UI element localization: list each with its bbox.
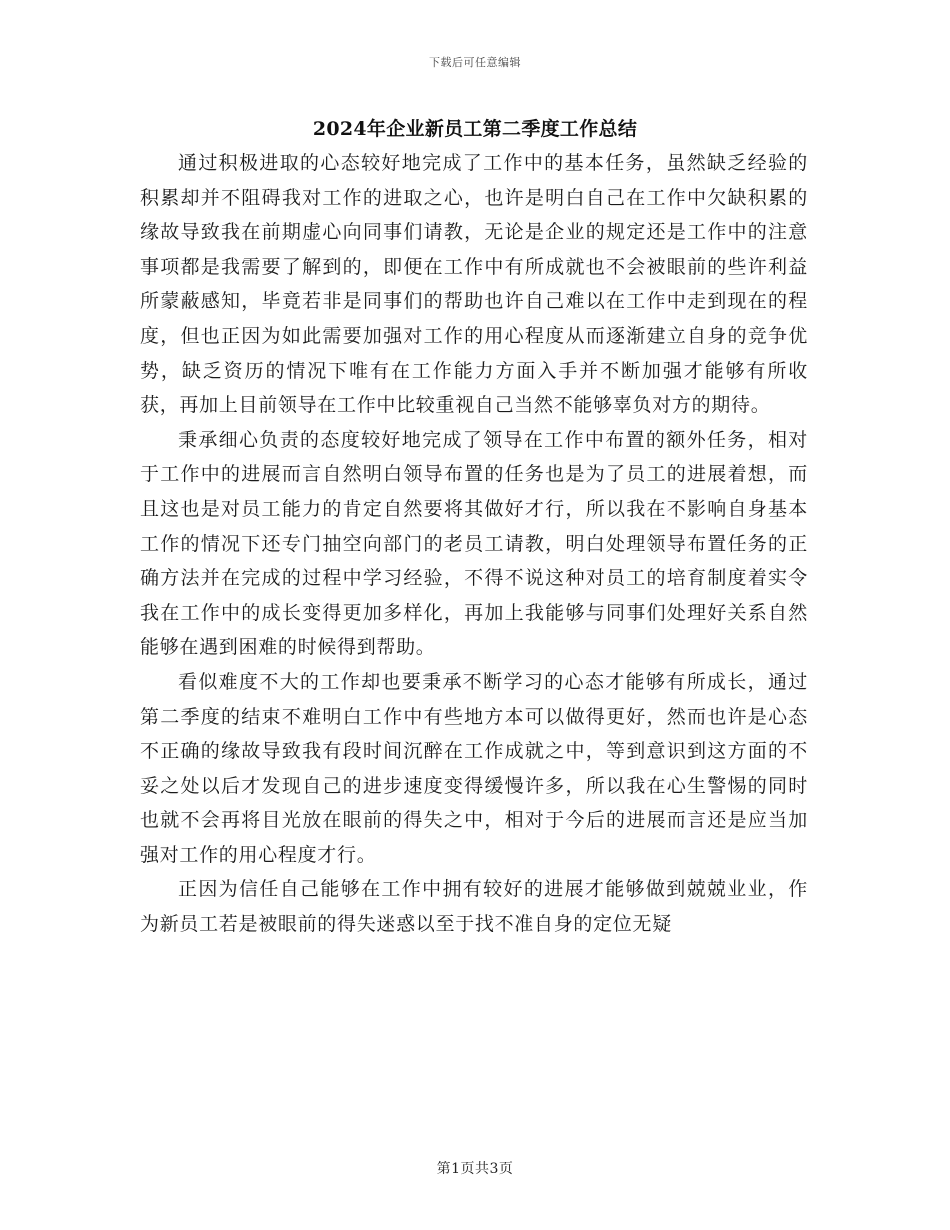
- document-title: 2024年企业新员工第二季度工作总结: [312, 118, 638, 140]
- page-number: 第1页共3页: [436, 1161, 514, 1177]
- document-body: [140, 146, 808, 942]
- paragraph-4: 正因为信任自己能够在工作中拥有较好的进展才能够做到兢兢业业，作为新员工若是被眼前的得失迷惑以至于找不准自身的定位无疑: [140, 878, 808, 936]
- page-header-note: 下载后可任意编辑: [429, 56, 521, 69]
- paragraph-3: 看似难度不大的工作却也要秉承不断学习的心态才能够有所成长，通过第二季度的结束不难明白工作中有些地方本可以做得更好，然而也许是心态不正确的缘故导致我有段时间沉醉在工作成就之中，等到意识到这方面的不妥之处以后才发现自己的进步速度变得缓慢许多，所以我在心生警惕的同时也就不会再将目光放在眼前的得失之中，相对于今后的进展而言还是应当加强对工作的用心程度才行。: [140, 670, 808, 866]
- paragraph-1: 通过积极进取的心态较好地完成了工作中的基本任务，虽然缺乏经验的积累却并不阻碍我对工作的进取之心，也许是明白自己在工作中欠缺积累的缘故导致我在前期虚心向同事们请教，无论是企业的规定还是工作中的注意事项都是我需要了解到的，即便在工作中有所成就也不会被眼前的些许利益所蒙蔽感知，毕竟若非是同事们的帮助也许自己难以在工作中走到现在的程度，但也正因为如此需要加强对工作的用心程度从而逐渐建立自身的竞争优势，缺乏资历的情况下唯有在工作能力方面入手并不断加强才能够有所收获，再加上目前领导在工作中比较重视自己当然不能够辜负对方的期待。: [140, 152, 808, 417]
- paragraph-2: 秉承细心负责的态度较好地完成了领导在工作中布置的额外任务，相对于工作中的进展而言自然明白领导布置的任务也是为了员工的进展着想，而且这也是对员工能力的肯定自然要将其做好才行，所以我在不影响自身基本工作的情况下还专门抽空向部门的老员工请教，明白处理领导布置任务的正确方法并在完成的过程中学习经验，不得不说这种对员工的培育制度着实令我在工作中的成长变得更加多样化，再加上我能够与同事们处理好关系自然能够在遇到困难的时候得到帮助。: [140, 428, 808, 659]
